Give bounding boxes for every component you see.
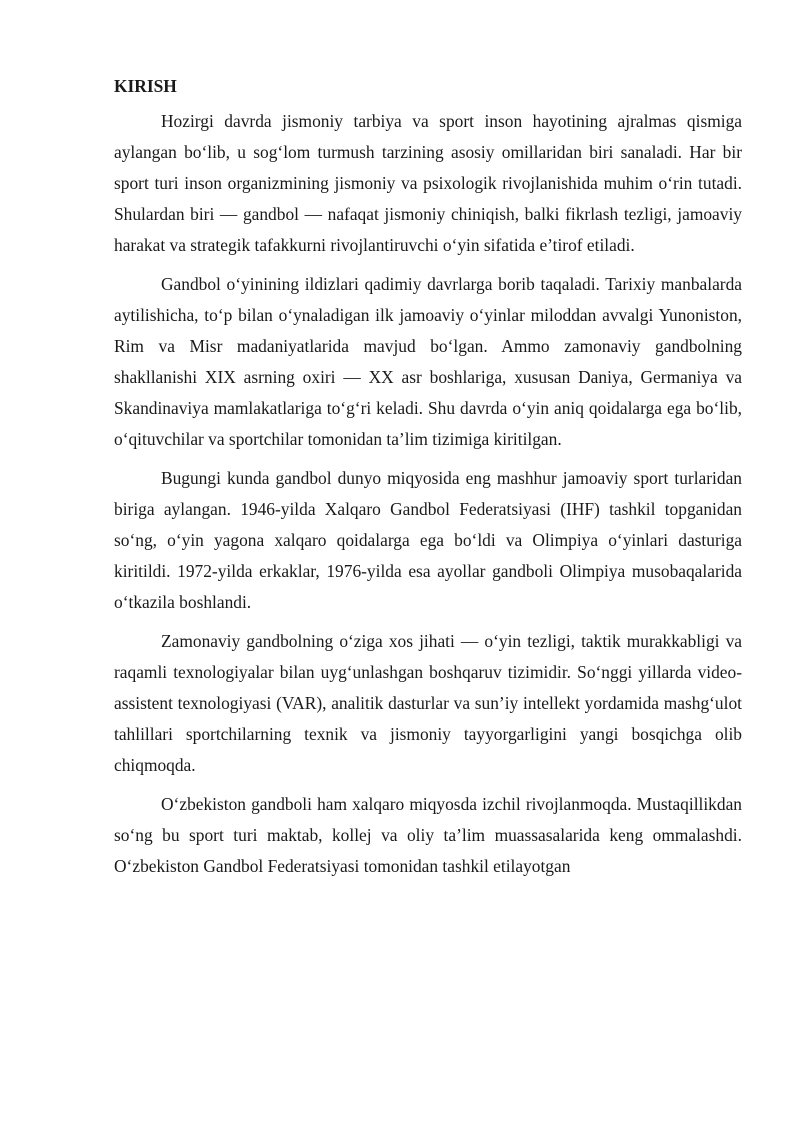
document-body: [114, 75, 742, 890]
paragraph-today: Bugungi kunda gandbol dunyo miqyosida eng mashhur jamoaviy sport turlaridan biriga aylangan. 1946-yilda Xalqaro Gandbol Federatsiyasi (IHF) tashkil topganidan so‘ng, o‘yin yagona xalqaro qoidalarga ega bo‘ldi va Olimpiya o‘yinlari dasturiga kiritildi. 1972-yilda erkaklar, 1976-yilda esa ayollar gandboli Olimpiya musobaqalarida o‘tkazila boshlandi.: [114, 468, 742, 612]
paragraph-history: Gandbol o‘yinining ildizlari qadimiy davrlarga borib taqaladi. Tarixiy manbalarda aytilishicha, to‘p bilan o‘ynaladigan ilk jamoaviy o‘yinlar miloddan avvalgi Yunoniston, Rim va Misr madaniyatlarida mavjud bo‘lgan. Ammo zamonaviy gandbolning shakllanishi XIX asrning oxiri — XX asr boshlariga, xususan Daniya, Germaniya va Skandinaviya mamlakatlariga to‘g‘ri keladi. Shu davrda o‘yin aniq qoidalarga ega bo‘lib, o‘qituvchilar va sportchilar tomonidan ta’lim tizimiga kiritilgan.: [114, 274, 742, 449]
paragraph-intro: Hozirgi davrda jismoniy tarbiya va sport inson hayotining ajralmas qismiga aylangan bo‘lib, u sog‘lom turmush tarzining asosiy omillaridan biri sanaladi. Har bir sport turi inson organizmining jismoniy va psixologik rivojlanishida muhim o‘rin tutadi. Shulardan biri — gandbol — nafaqat jismoniy chiniqish, balki fikrlash tezligi, jamoaviy harakat va strategik tafakkurni rivojlantiruvchi o‘yin sifatida e’tirof etiladi.: [114, 111, 742, 255]
paragraph-modern: Zamonaviy gandbolning o‘ziga xos jihati — o‘yin tezligi, taktik murakkabligi va raqamli texnologiyalar bilan uyg‘unlashgan boshqaruv tizimidir. So‘nggi yillarda video-assistent texnologiyasi (VAR), analitik dasturlar va sun’iy intellekt yordamida mashg‘ulot tahlillari sportchilarning texnik va jismoniy tayyorgarligini yangi bosqichga olib chiqmoqda.: [114, 631, 742, 775]
paragraph-uzbekistan: O‘zbekiston gandboli ham xalqaro miqyosda izchil rivojlanmoqda. Mustaqillikdan so‘ng bu sport turi maktab, kollej va oliy ta’lim muassasalarida keng ommalashdi. O‘zbekiston Gandbol Federatsiyasi tomonidan tashkil etilayotgan: [114, 794, 742, 876]
section-heading: KIRISH: [114, 76, 177, 96]
